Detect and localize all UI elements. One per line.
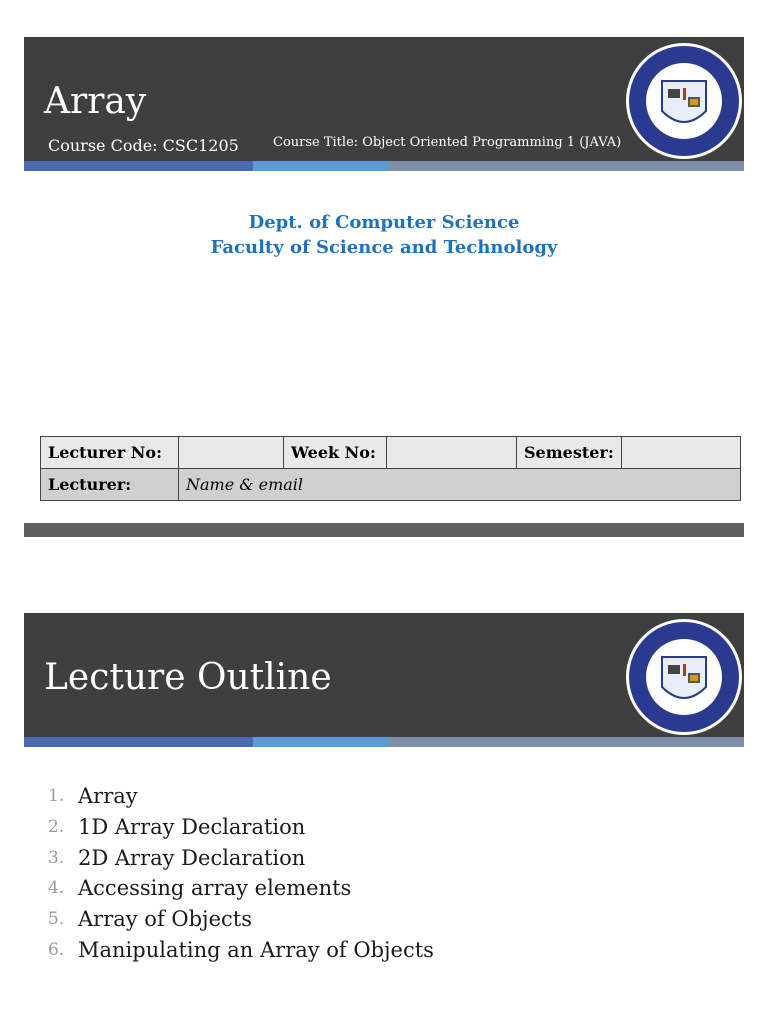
slide1-title: Array bbox=[44, 81, 147, 122]
lecturer-label: Lecturer: bbox=[41, 469, 179, 501]
table-row bbox=[41, 469, 741, 501]
list-item: 3. 2D Array Declaration bbox=[48, 845, 306, 870]
course-code: Course Code: CSC1205 bbox=[48, 136, 239, 155]
course-title: Course Title: Object Oriented Programming 1 (JAVA) bbox=[273, 135, 622, 150]
lecturer-no-label: Lecturer No: bbox=[41, 437, 179, 469]
slide2-stripe bbox=[24, 737, 744, 747]
slide-divider bbox=[24, 523, 744, 537]
list-item: 1. Array bbox=[48, 784, 138, 808]
week-no-label: Week No: bbox=[284, 437, 387, 469]
slide1-header bbox=[24, 37, 744, 171]
list-item: 2. 1D Array Declaration bbox=[48, 814, 306, 839]
university-logo-icon bbox=[624, 41, 744, 161]
slide2-header bbox=[24, 613, 744, 747]
lecturer-value: Name & email bbox=[179, 469, 741, 501]
lecturer-no-value bbox=[179, 437, 284, 469]
table-row bbox=[41, 437, 741, 469]
semester-value bbox=[621, 437, 740, 469]
lecture-info-table bbox=[40, 436, 741, 501]
department-name: Dept. of Computer Science bbox=[248, 212, 520, 233]
slide2-title: Lecture Outline bbox=[44, 657, 332, 698]
semester-label: Semester: bbox=[517, 437, 622, 469]
faculty-name: Faculty of Science and Technology bbox=[210, 237, 558, 258]
slide1-stripe bbox=[24, 161, 744, 171]
list-item: 6. Manipulating an Array of Objects bbox=[48, 937, 434, 962]
list-item: 4. Accessing array elements bbox=[48, 876, 352, 901]
university-logo-icon bbox=[624, 617, 744, 737]
list-item: 5. Array of Objects bbox=[48, 907, 252, 932]
lecture-outline-list bbox=[48, 781, 434, 966]
week-no-value bbox=[387, 437, 517, 469]
